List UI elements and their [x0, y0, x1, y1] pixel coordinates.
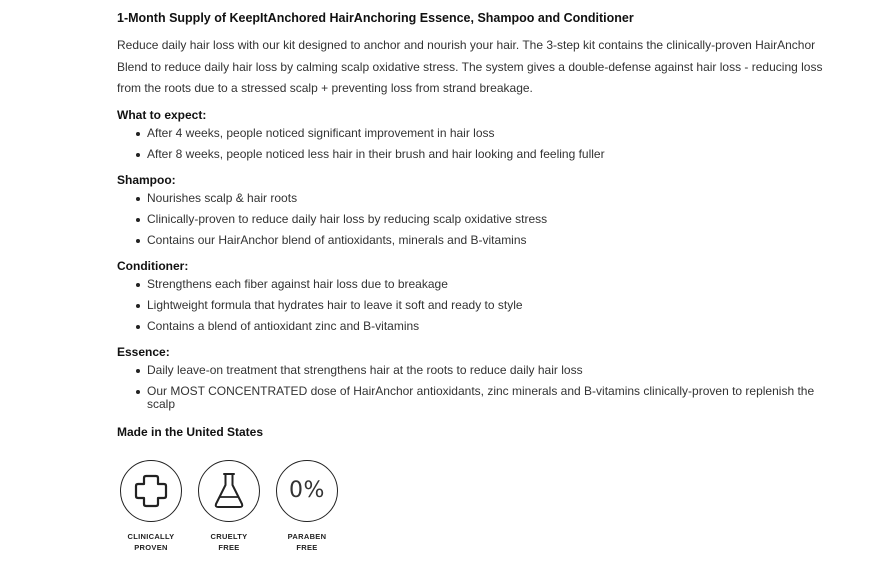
- badge-cruelty-free: [193, 460, 265, 553]
- badge-label: CLINICALLY PROVEN: [127, 531, 175, 552]
- bullet-list: [117, 123, 837, 165]
- section-heading: Shampoo:: [117, 172, 176, 187]
- section-heading: Essence:: [117, 344, 170, 359]
- product-description: Reduce daily hair loss with our kit designed to anchor and nourish your hair. The 3-step kit contains the clinically-proven HairAnchor Blend to reduce daily hair loss by calming scalp oxidative stress. The system gives a double-defense against hair loss - reducing loss from the roots due to a stressed scalp + preventing loss from strand breakage.: [117, 38, 823, 95]
- list-item: Daily leave-on treatment that strengthens hair at the roots to reduce daily hair loss: [134, 360, 837, 381]
- bullet-list: [117, 188, 837, 251]
- section-heading: What to expect:: [117, 107, 207, 122]
- badge-circle: [198, 460, 260, 522]
- medical-cross-icon: [131, 471, 171, 511]
- zero-percent-icon: 0%: [289, 478, 325, 503]
- product-title: 1-Month Supply of KeepItAnchored HairAnchoring Essence, Shampoo and Conditioner: [117, 11, 634, 25]
- list-item: Clinically-proven to reduce daily hair loss by reducing scalp oxidative stress: [134, 209, 837, 230]
- made-in-label: Made in the United States: [117, 424, 264, 439]
- badge-circle: [120, 460, 182, 522]
- bullet-list: [117, 274, 837, 337]
- section-what-to-expect: [117, 107, 837, 165]
- section-conditioner: [117, 258, 837, 337]
- list-item: Strengthens each fiber against hair loss due to breakage: [134, 274, 837, 295]
- flask-icon: [209, 470, 249, 512]
- product-details: [117, 10, 837, 553]
- badge-clinically-proven: [115, 460, 187, 553]
- badge-circle: [276, 460, 338, 522]
- list-item: Contains our HairAnchor blend of antioxidants, minerals and B-vitamins: [134, 230, 837, 251]
- list-item: Contains a blend of antioxidant zinc and B-vitamins: [134, 316, 837, 337]
- list-item: Lightweight formula that hydrates hair to leave it soft and ready to style: [134, 295, 837, 316]
- section-essence: [117, 344, 837, 415]
- list-item: After 8 weeks, people noticed less hair in their brush and hair looking and feeling fuller: [134, 144, 837, 165]
- badge-label: CRUELTY FREE: [210, 531, 248, 552]
- section-shampoo: [117, 172, 837, 251]
- list-item: Our MOST CONCENTRATED dose of HairAnchor antioxidants, zinc minerals and B-vitamins clinically-proven to replenish the scalp: [134, 381, 837, 415]
- badge-row: [115, 460, 837, 553]
- badge-paraben-free: [271, 460, 343, 553]
- list-item: After 4 weeks, people noticed significant improvement in hair loss: [134, 123, 837, 144]
- badge-label: PARABEN FREE: [287, 531, 327, 552]
- bullet-list: [117, 360, 837, 415]
- section-heading: Conditioner:: [117, 258, 189, 273]
- list-item: Nourishes scalp & hair roots: [134, 188, 837, 209]
